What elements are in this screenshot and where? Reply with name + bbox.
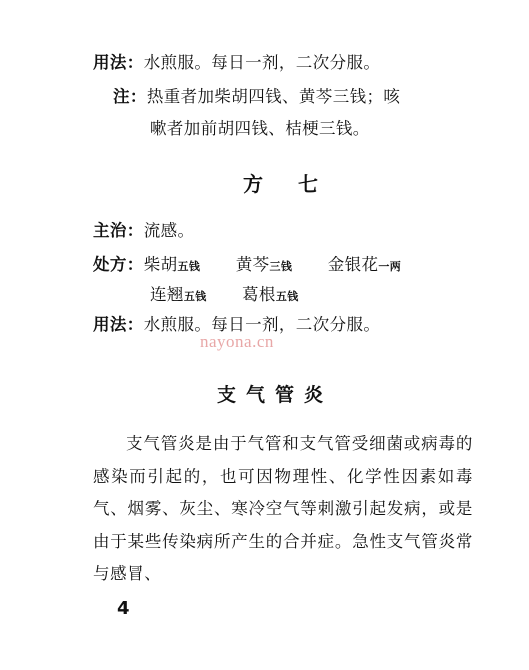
prescription-line-1 xyxy=(93,254,401,278)
herb-name: 金银花 xyxy=(327,255,379,274)
herb-dose: 五钱 xyxy=(183,290,207,303)
section-paragraph xyxy=(93,428,473,591)
indication-line xyxy=(93,220,194,242)
herb-dose: 五钱 xyxy=(275,290,299,303)
paragraph-text: 支气管炎是由于气管和支气管受细菌或病毒的感染而引起的，也可因物理性、化学性因素如毒气、烟雾、灰尘、寒冷空气等刺激引起发病，或是由于某些传染病所产生的合并症。急性支气管炎常与感冒、 xyxy=(93,434,473,583)
note-text-1: 热重者加柴胡四钱、黄芩三钱；咳 xyxy=(146,87,401,106)
herb-dose: 一两 xyxy=(378,260,402,273)
herb-item xyxy=(150,284,242,308)
indication-label: 主治： xyxy=(93,221,144,240)
usage-text: 水煎服。每日一剂，二次分服。 xyxy=(143,53,381,72)
herb-item xyxy=(242,284,299,308)
herb-item xyxy=(144,254,236,278)
note-line-1 xyxy=(113,86,400,108)
page-number: 4 xyxy=(117,598,130,619)
usage-label: 用法： xyxy=(93,53,144,72)
usage-text: 水煎服。每日一剂，二次分服。 xyxy=(143,315,381,334)
note-text-2: 嗽者加前胡四钱、桔梗三钱。 xyxy=(150,119,370,138)
herb-item xyxy=(236,254,328,278)
usage-line-1 xyxy=(93,52,380,74)
herb-dose: 五钱 xyxy=(177,260,201,273)
watermark: nayona.cn xyxy=(200,332,274,351)
indication-text: 流感。 xyxy=(143,221,195,240)
note-line-2 xyxy=(150,118,370,140)
prescription-label: 处方： xyxy=(93,255,144,274)
herb-item xyxy=(328,254,402,278)
herb-name: 柴胡 xyxy=(143,255,178,274)
formula-title: 方 七 xyxy=(243,172,332,196)
herb-name: 葛根 xyxy=(242,285,276,304)
herb-name: 连翘 xyxy=(150,285,184,304)
herb-name: 黄芩 xyxy=(235,255,270,274)
prescription-line-2 xyxy=(150,284,299,308)
note-label: 注： xyxy=(113,87,147,106)
usage-label: 用法： xyxy=(93,315,144,334)
herb-dose: 三钱 xyxy=(269,260,293,273)
section-title: 支气管炎 xyxy=(217,384,334,406)
